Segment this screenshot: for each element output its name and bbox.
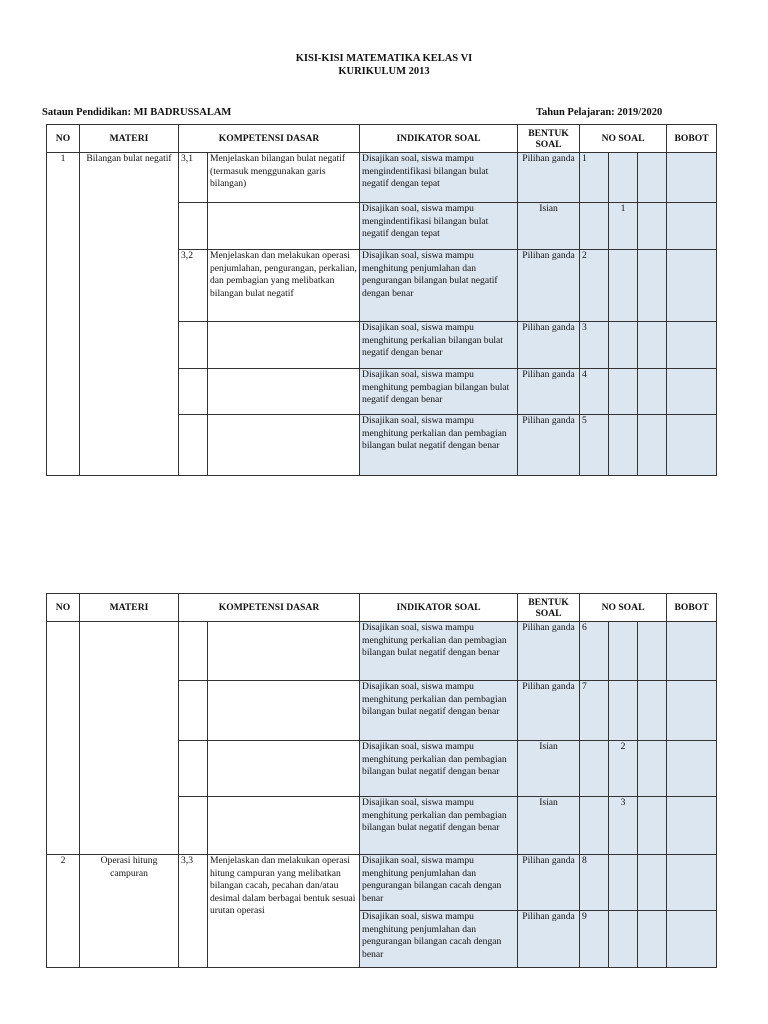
table-row	[47, 622, 717, 681]
no-soal-pg: 9	[580, 911, 609, 968]
kd-text	[208, 203, 360, 250]
no-soal-extra	[638, 322, 667, 369]
bobot-cell	[667, 153, 717, 203]
no-soal-pg: 8	[580, 855, 609, 911]
no-soal-pg: 1	[580, 153, 609, 203]
bentuk-cell: Isian	[518, 797, 580, 855]
grid-table-page1	[46, 124, 717, 476]
table-header-row	[47, 594, 717, 622]
bentuk-cell: Pilihan ganda	[518, 322, 580, 369]
kd-text: Menjelaskan dan melakukan operasi penjumlahan, pengurangan, perkalian, dan pembagian yang melibatkan bilangan bulat negatif	[208, 250, 360, 322]
kd-text	[208, 369, 360, 415]
no-soal-pg	[580, 741, 609, 797]
bobot-cell	[667, 322, 717, 369]
kd-code	[179, 369, 208, 415]
kd-text	[208, 622, 360, 681]
bentuk-cell: Pilihan ganda	[518, 415, 580, 476]
kd-text	[208, 797, 360, 855]
kd-code	[179, 322, 208, 369]
no-soal-extra	[638, 855, 667, 911]
table-header-row	[47, 125, 717, 153]
bentuk-cell: Isian	[518, 203, 580, 250]
col-header-materi: MATERI	[80, 125, 179, 153]
indikator-cell: Disajikan soal, siswa mampu menghitung penjumlahan dan pengurangan bilangan cacah dengan benar	[360, 855, 518, 911]
row-number: 2	[47, 855, 80, 968]
col-header-no: NO	[47, 125, 80, 153]
kd-code	[179, 622, 208, 681]
bentuk-cell: Pilihan ganda	[518, 153, 580, 203]
academic-year: Tahun Pelajaran: 2019/2020	[536, 107, 663, 118]
bobot-cell	[667, 415, 717, 476]
bentuk-cell: Pilihan ganda	[518, 681, 580, 741]
kd-text	[208, 322, 360, 369]
no-soal-isian: 3	[609, 797, 638, 855]
indikator-cell: Disajikan soal, siswa mampu mengindentifikasi bilangan bulat negatif dengan tepat	[360, 153, 518, 203]
bentuk-cell: Pilihan ganda	[518, 855, 580, 911]
col-header-materi: MATERI	[80, 594, 179, 622]
no-soal-pg: 2	[580, 250, 609, 322]
no-soal-isian	[609, 681, 638, 741]
kd-code: 3,2	[179, 250, 208, 322]
indikator-cell: Disajikan soal, siswa mampu menghitung perkalian dan pembagian bilangan bulat negatif dengan benar	[360, 622, 518, 681]
grid-table-page2	[46, 593, 717, 968]
indikator-cell: Disajikan soal, siswa mampu menghitung penjumlahan dan pengurangan bilangan bulat negatif dengan benar	[360, 250, 518, 322]
no-soal-extra	[638, 153, 667, 203]
no-soal-extra	[638, 797, 667, 855]
no-soal-isian	[609, 622, 638, 681]
no-soal-pg: 7	[580, 681, 609, 741]
kd-code	[179, 741, 208, 797]
table-row	[47, 855, 717, 911]
no-soal-isian	[609, 369, 638, 415]
col-header-indikator: INDIKATOR SOAL	[360, 125, 518, 153]
kd-code	[179, 203, 208, 250]
indikator-cell: Disajikan soal, siswa mampu menghitung perkalian dan pembagian bilangan bulat negatif dengan benar	[360, 797, 518, 855]
no-soal-pg: 5	[580, 415, 609, 476]
bobot-cell	[667, 855, 717, 911]
no-soal-isian	[609, 250, 638, 322]
materi-cell	[80, 622, 179, 855]
school-name: Sataun Pendidikan: MI BADRUSSALAM	[42, 107, 232, 118]
bobot-cell	[667, 369, 717, 415]
col-header-bobot: BOBOT	[667, 594, 717, 622]
bentuk-cell: Pilihan ganda	[518, 622, 580, 681]
no-soal-isian	[609, 911, 638, 968]
no-soal-pg: 6	[580, 622, 609, 681]
col-header-no: NO	[47, 594, 80, 622]
no-soal-extra	[638, 741, 667, 797]
bobot-cell	[667, 681, 717, 741]
kd-code	[179, 415, 208, 476]
no-soal-pg: 4	[580, 369, 609, 415]
no-soal-pg: 3	[580, 322, 609, 369]
indikator-cell: Disajikan soal, siswa mampu menghitung penjumlahan dan pengurangan bilangan cacah dengan benar	[360, 911, 518, 968]
kd-text: Menjelaskan bilangan bulat negatif (termasuk menggunakan garis bilangan)	[208, 153, 360, 203]
no-soal-pg	[580, 797, 609, 855]
bobot-cell	[667, 250, 717, 322]
indikator-cell: Disajikan soal, siswa mampu mengindentifikasi bilangan bulat negatif dengan tepat	[360, 203, 518, 250]
col-header-bentuk: BENTUK SOAL	[518, 594, 580, 622]
col-header-no-soal: NO SOAL	[580, 594, 667, 622]
bobot-cell	[667, 622, 717, 681]
bobot-cell	[667, 203, 717, 250]
no-soal-extra	[638, 911, 667, 968]
col-header-bentuk: BENTUK SOAL	[518, 125, 580, 153]
indikator-cell: Disajikan soal, siswa mampu menghitung perkalian dan pembagian bilangan bulat negatif dengan benar	[360, 681, 518, 741]
bobot-cell	[667, 797, 717, 855]
no-soal-isian	[609, 415, 638, 476]
col-header-indikator: INDIKATOR SOAL	[360, 594, 518, 622]
bentuk-cell: Isian	[518, 741, 580, 797]
indikator-cell: Disajikan soal, siswa mampu menghitung perkalian dan pembagian bilangan bulat negatif dengan benar	[360, 415, 518, 476]
col-header-no-soal: NO SOAL	[580, 125, 667, 153]
no-soal-isian	[609, 322, 638, 369]
kd-text	[208, 415, 360, 476]
indikator-cell: Disajikan soal, siswa mampu menghitung perkalian bilangan bulat negatif dengan benar	[360, 322, 518, 369]
kd-code	[179, 797, 208, 855]
kd-code: 3,1	[179, 153, 208, 203]
materi-cell: Operasi hitung campuran	[80, 855, 179, 968]
no-soal-pg	[580, 203, 609, 250]
kd-code: 3,3	[179, 855, 208, 968]
no-soal-isian: 2	[609, 741, 638, 797]
kd-text	[208, 741, 360, 797]
document-title: KISI-KISI MATEMATIKA KELAS VI	[295, 53, 473, 64]
indikator-cell: Disajikan soal, siswa mampu menghitung perkalian dan pembagian bilangan bulat negatif dengan benar	[360, 741, 518, 797]
kd-code	[179, 681, 208, 741]
kd-text: Menjelaskan dan melakukan operasi hitung campuran yang melibatkan bilangan cacah, pecahan dan/atau desimal dalam berbagai bentuk sesuai urutan operasi	[208, 855, 360, 968]
kd-text	[208, 681, 360, 741]
no-soal-isian	[609, 153, 638, 203]
bobot-cell	[667, 911, 717, 968]
bentuk-cell: Pilihan ganda	[518, 911, 580, 968]
row-number: 1	[47, 153, 80, 476]
bentuk-cell: Pilihan ganda	[518, 250, 580, 322]
bentuk-cell: Pilihan ganda	[518, 369, 580, 415]
col-header-bobot: BOBOT	[667, 125, 717, 153]
row-number	[47, 622, 80, 855]
no-soal-isian: 1	[609, 203, 638, 250]
no-soal-extra	[638, 681, 667, 741]
no-soal-extra	[638, 369, 667, 415]
document-subtitle: KURIKULUM 2013	[338, 66, 430, 77]
no-soal-extra	[638, 415, 667, 476]
no-soal-isian	[609, 855, 638, 911]
materi-cell: Bilangan bulat negatif	[80, 153, 179, 476]
col-header-kompetensi: KOMPETENSI DASAR	[179, 594, 360, 622]
table-row	[47, 153, 717, 203]
no-soal-extra	[638, 250, 667, 322]
col-header-kompetensi: KOMPETENSI DASAR	[179, 125, 360, 153]
bobot-cell	[667, 741, 717, 797]
no-soal-extra	[638, 203, 667, 250]
no-soal-extra	[638, 622, 667, 681]
indikator-cell: Disajikan soal, siswa mampu menghitung pembagian bilangan bulat negatif dengan benar	[360, 369, 518, 415]
